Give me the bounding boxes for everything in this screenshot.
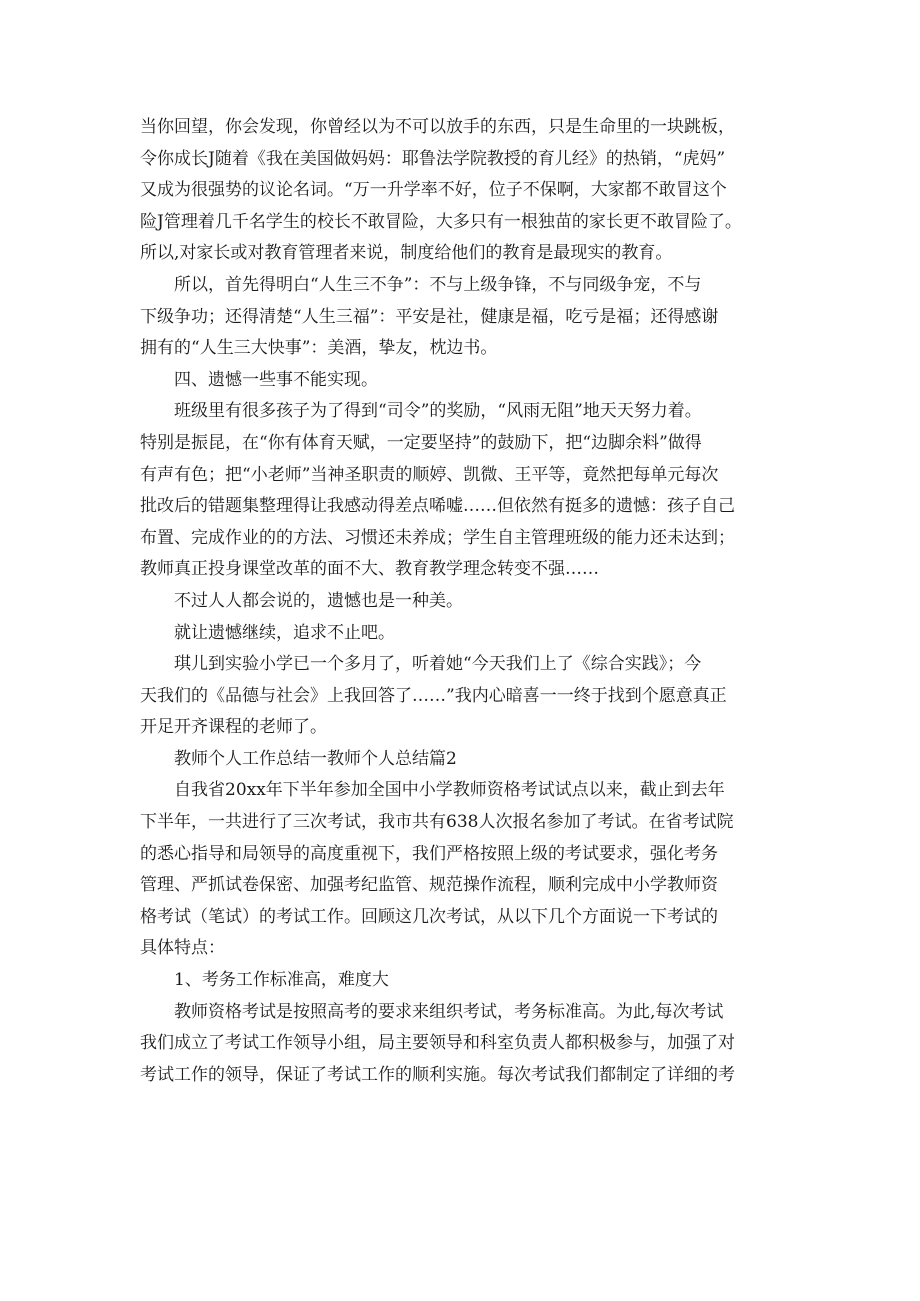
paragraph-7: 自我省20xx年下半年参加全国中小学教师资格考试试点以来，截止到去年 下半年，一共进行了三次考试，我市共有638人次报名参加了考试。在省考试院 的悉心指导和局领导的高度重视下，我们严格按照上级的考试要求，强化考务 管理、严抓试卷保密、加强考纪监管、规范操作流程，顺利完成中小学教师资 格考试（笔试）的考试工作。回顾这几次考试，从以下几个方面说一下考试的 具体特点： [140, 780, 734, 959]
paragraph-8: 教师资格考试是按照高考的要求来组织考试，考务标准高。为此,每次考试 我们成立了考试工作领导小组，局主要领导和科室负责人都积极参与，加强了对 考试工作的领导，保证了考试工作的顺利实施。每次考试我们都制定了详细的考 [140, 1001, 735, 1085]
paragraph-4: 不过人人都会说的，遗憾也是一种美。 [174, 590, 463, 611]
paragraph-1: 当你回望，你会发现，你曾经以为不可以放手的东西，只是生命里的一块跳板， 令你成长J随着《我在美国做妈妈：耶鲁法学院教授的育儿经》的热销，“虎妈” 又成为很强势的议论名词。“万一升学率不好，位子不保啊，大家都不敢冒这个 险J管理着几千名学生的校长不敢冒险，大多只有一根独苗的家长更不敢冒险了。 所以,对家长或对教育管理者来说，制度给他们的教育是最现实的教育。 [140, 117, 742, 264]
paragraph-6: 琪儿到实验小学已一个多月了，听着她“今天我们上了《综合实践》；今 天我们的《品德与社会》上我回答了……”我内心暗喜一一终于找到个愿意真正 开足开齐课程的老师了。 [140, 654, 727, 738]
article-title: 教师个人工作总结一教师个人总结篇2 [174, 748, 457, 769]
section-heading-4: 四、遗憾一些事不能实现。 [174, 369, 378, 390]
paragraph-2: 所以，首先得明白“人生三不争”：不与上级争锋，不与同级争宠，不与 下级争功；还得清楚“人生三福”：平安是社，健康是福，吃亏是福；还得感谢 拥有的“人生三大快事”：美酒，挚友，枕边书。 [140, 274, 719, 359]
paragraph-5: 就让遗憾继续，追求不止吧。 [174, 622, 395, 643]
document-body [140, 112, 790, 1091]
subsection-heading-1: 1、考务工作标准高，难度大 [174, 970, 389, 991]
paragraph-3: 班级里有很多孩子为了得到“司令”的奖励，“风雨无阻”地天天努力着。 特别是振昆，在“你有体育天赋，一定要坚持”的鼓励下，把“边脚余料”做得 有声有色；把“小老师”当神圣职责的顺婷、凯微、王平等，竟然把每单元每次 批改后的错题集整理得让我感动得差点唏嘘……但依然有挺多的遗憾：孩子自己 布置、完成作业的的方法、习惯还未养成；学生自主管理班级的能力还未达到； 教师真正投身课堂改革的面不大、教育教学理念转变不强…… [140, 401, 735, 580]
